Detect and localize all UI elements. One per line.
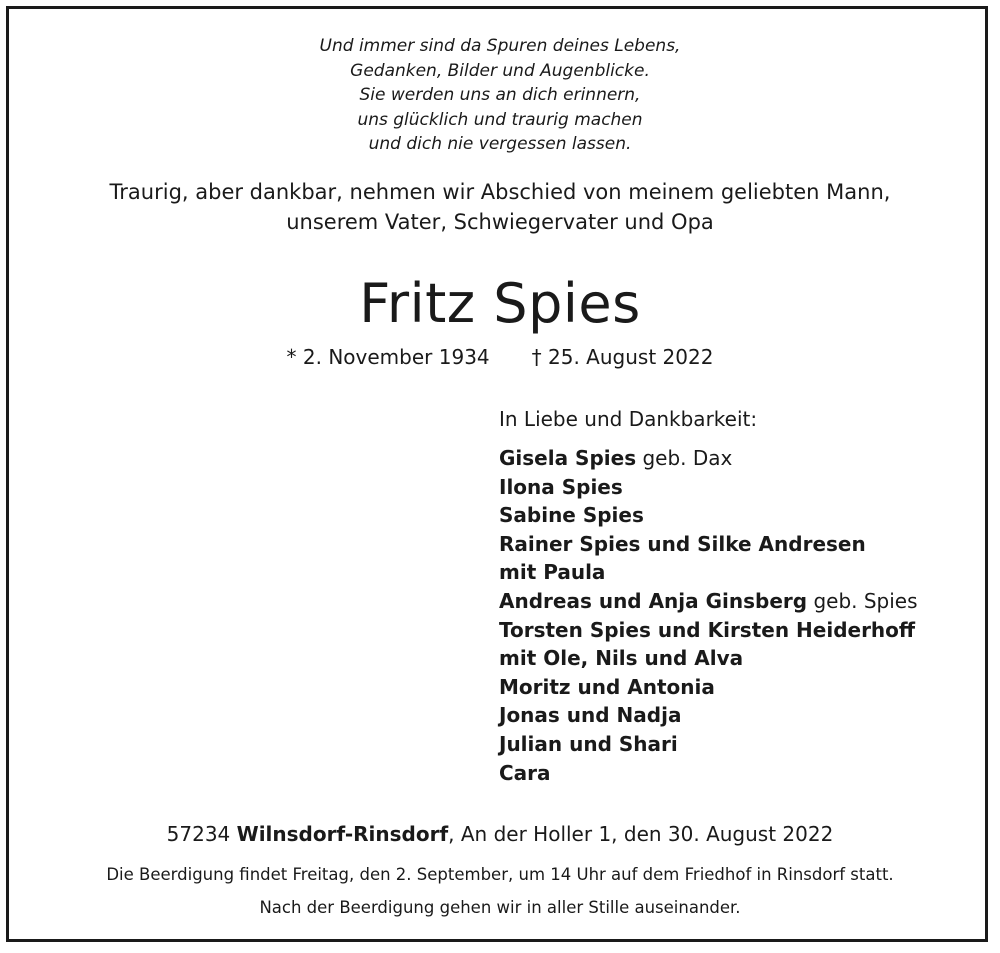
- mourner-row: [499, 673, 918, 702]
- mourner-row: [499, 473, 918, 502]
- mourner-name: Ilona Spies: [499, 474, 623, 499]
- mourner-name: Julian und Shari: [499, 731, 678, 756]
- mourner-row: [499, 701, 918, 730]
- mourner-row: [499, 759, 918, 788]
- funeral-notes: [0, 858, 1000, 924]
- address-zip: 57234: [166, 822, 237, 846]
- mourner-name: Jonas und Nadja: [499, 703, 682, 728]
- funeral-note: Die Beerdigung findet Freitag, den 2. September, um 14 Uhr auf dem Friedhof in Rinsdorf statt.: [106, 865, 894, 884]
- mourner-extra: geb. Dax: [636, 446, 733, 470]
- address-rest: , An der Holler 1, den 30. August 2022: [448, 822, 834, 846]
- mourner-name: mit Paula: [499, 560, 606, 585]
- funeral-note: Nach der Beerdigung gehen wir in aller Stille auseinander.: [259, 898, 741, 917]
- poem-line: und dich nie vergessen lassen.: [368, 134, 632, 154]
- mourner-name: Cara: [499, 760, 551, 785]
- mourner-row: [499, 587, 918, 616]
- mourner-name: Moritz und Antonia: [499, 674, 715, 699]
- deceased-name: Fritz Spies: [359, 272, 641, 335]
- mourners-heading: In Liebe und Dankbarkeit:: [499, 407, 758, 431]
- mourner-name: Rainer Spies und Silke Andresen: [499, 531, 866, 556]
- mourner-name: Andreas und Anja Ginsberg: [499, 588, 808, 613]
- poem-line: Gedanken, Bilder und Augenblicke.: [350, 60, 650, 81]
- death-date: † 25. August 2022: [531, 345, 714, 369]
- poem-line: Und immer sind da Spuren deines Lebens,: [319, 36, 681, 56]
- intro-line: unserem Vater, Schwiegervater und Opa: [286, 210, 714, 234]
- address-town: Wilnsdorf-Rinsdorf: [236, 822, 449, 846]
- mourner-row: [499, 501, 918, 530]
- mourner-row: [499, 644, 918, 673]
- birth-date: * 2. November 1934: [286, 345, 490, 369]
- poem-line: uns glücklich und traurig machen: [357, 109, 643, 130]
- intro-text: [0, 177, 1000, 237]
- mourner-row: [499, 558, 918, 587]
- mourner-row: [499, 616, 918, 645]
- address-line: [0, 820, 1000, 848]
- mourners-list: [499, 404, 918, 787]
- mourner-extra: geb. Spies: [807, 588, 918, 613]
- life-dates: [0, 343, 1000, 371]
- mourner-row: [499, 730, 918, 759]
- poem-line: Sie werden uns an dich erinnern,: [359, 85, 641, 105]
- mourner-name: Gisela Spies: [499, 446, 637, 470]
- mourner-name: mit Ole, Nils und Alva: [499, 646, 744, 671]
- mourner-row: [499, 444, 918, 473]
- mourner-name: Torsten Spies und Kirsten Heiderhoff: [499, 617, 916, 642]
- poem: [0, 34, 1000, 157]
- intro-line: Traurig, aber dankbar, nehmen wir Abschied von meinem geliebten Mann,: [109, 180, 891, 204]
- mourner-name: Sabine Spies: [499, 503, 644, 528]
- mourner-row: [499, 530, 918, 559]
